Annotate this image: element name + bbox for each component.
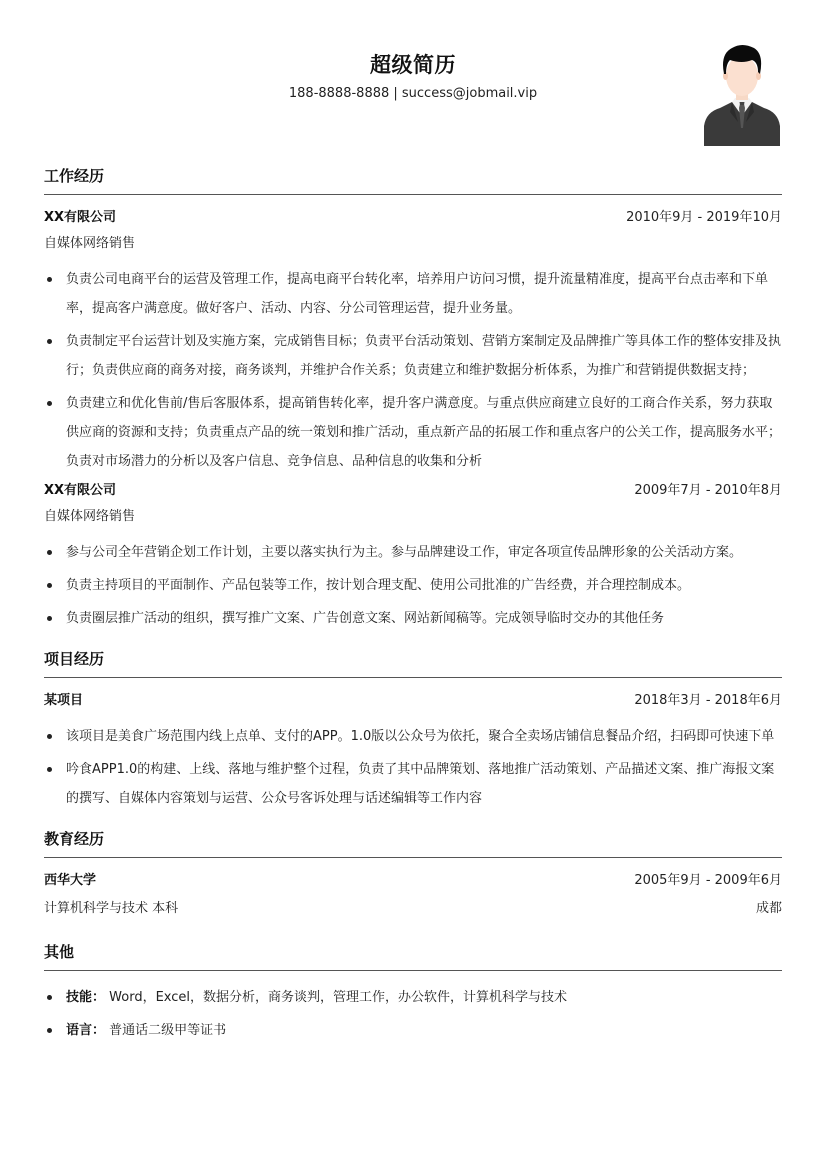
bullet-text: 负责公司电商平台的运营及管理工作，提高电商平台转化率，培养用户访问习惯，提升流量精准度，提高平台点击率和下单率，提高客户满意度。做好客户、活动、内容、分公司管理运营，提升业务量。 [66, 272, 769, 316]
bullet-text: 负责制定平台运营计划及实施方案，完成销售目标；负责平台活动策划、营销方案制定及品牌推广等具体工作的整体安排及执行；负责供应商的商务对接，商务谈判，并维护合作关系；负责建立和维护数据分析体系，为推广和营销提供数据支持； [66, 334, 782, 378]
bullet-list [44, 538, 782, 633]
section-title-work: 工作经历 [44, 167, 105, 185]
bullet-item [44, 722, 782, 751]
bullet-dot-icon [47, 339, 52, 344]
job-role: 自媒体网络销售 [44, 509, 136, 524]
bullet-text: 负责主持项目的平面制作、产品包装等工作，按计划合理支配、使用公司批准的广告经费，并合理控制成本。 [66, 578, 691, 593]
date-range: 2010年9月 - 2019年10月 [626, 210, 782, 225]
company-name: XX有限公司 [44, 483, 117, 498]
bullet-item [44, 538, 782, 567]
bullet-text: 该项目是美食广场范围内线上点单、支付的APP。1.0版以公众号为依托，聚合全卖场店铺信息餐品介绍，扫码即可快速下单 [66, 729, 775, 744]
date-range: 2009年7月 - 2010年8月 [634, 483, 782, 498]
bullet-dot-icon [47, 734, 52, 739]
section-divider [44, 970, 782, 971]
language-label: 语言： [66, 1023, 106, 1038]
bullet-item [44, 571, 782, 600]
date-range: 2005年9月 - 2009年6月 [634, 873, 782, 888]
project-entry [44, 690, 782, 813]
bullet-list [44, 983, 782, 1045]
bullet-text: 负责圈层推广活动的组织，撰写推广文案、广告创意文案、网站新闻稿等。完成领导临时交办的其他任务 [66, 611, 665, 626]
section-divider [44, 677, 782, 678]
skills-item [44, 983, 782, 1012]
work-entry [44, 480, 782, 633]
bullet-text: 吟食APP1.0的构建、上线、落地与维护整个过程，负责了其中品牌策划、落地推广活动策划、产品描述文案、推广海报文案的撰写、自媒体内容策划与运营、公众号客诉处理与话述编辑等工作内容 [66, 762, 775, 806]
education-entry [44, 870, 782, 920]
resume-content [44, 164, 782, 1059]
section-title-education: 教育经历 [44, 830, 105, 848]
language-value: 普通话二级甲等证书 [109, 1023, 227, 1038]
job-role: 自媒体网络销售 [44, 236, 136, 251]
bullet-text: 参与公司全年营销企划工作计划，主要以落实执行为主。参与品牌建设工作，审定各项宣传品牌形象的公关活动方案。 [66, 545, 743, 560]
section-title-other: 其他 [44, 943, 75, 961]
bullet-list [44, 722, 782, 813]
bullet-dot-icon [47, 401, 52, 406]
bullet-list [44, 265, 782, 476]
section-title-projects: 项目经历 [44, 650, 105, 668]
bullet-dot-icon [47, 616, 52, 621]
date-range: 2018年3月 - 2018年6月 [634, 693, 782, 708]
contact-info: 188-8888-8888 | success@jobmail.vip [288, 86, 538, 101]
avatar-illustration-icon [702, 42, 782, 146]
bullet-item [44, 604, 782, 633]
skills-value: Word，Excel，数据分析，商务谈判，管理工作，办公软件，计算机科学与技术 [109, 990, 568, 1005]
major-degree: 计算机科学与技术 本科 [44, 901, 179, 916]
skills-label: 技能： [66, 990, 106, 1005]
section-other [44, 940, 782, 1045]
candidate-name: 超级简历 [370, 53, 456, 77]
bullet-text: 负责建立和优化售前/售后客服体系，提高销售转化率，提升客户满意度。与重点供应商建立良好的工商合作关系，努力获取供应商的资源和支持；负责重点产品的统一策划和推广活动，重点新产品的拓展工作和重点客户的公关工作，提高服务水平；负责对市场潜力的分析以及客户信息、竞争信息、品种信息的收集和分析 [66, 396, 782, 469]
bullet-item [44, 265, 782, 323]
section-divider [44, 194, 782, 195]
work-entry [44, 207, 782, 476]
bullet-item [44, 389, 782, 476]
location: 成都 [755, 901, 782, 916]
bullet-item [44, 327, 782, 385]
section-work-experience [44, 164, 782, 633]
bullet-dot-icon [47, 995, 52, 1000]
section-projects [44, 647, 782, 813]
school-name: 西华大学 [44, 873, 97, 888]
bullet-dot-icon [47, 277, 52, 282]
section-education [44, 827, 782, 920]
bullet-item [44, 755, 782, 813]
section-divider [44, 857, 782, 858]
avatar [702, 42, 782, 146]
bullet-dot-icon [47, 550, 52, 555]
language-item [44, 1016, 782, 1045]
company-name: XX有限公司 [44, 210, 117, 225]
project-name: 某项目 [44, 693, 84, 708]
bullet-dot-icon [47, 1028, 52, 1033]
bullet-dot-icon [47, 583, 52, 588]
bullet-dot-icon [47, 767, 52, 772]
